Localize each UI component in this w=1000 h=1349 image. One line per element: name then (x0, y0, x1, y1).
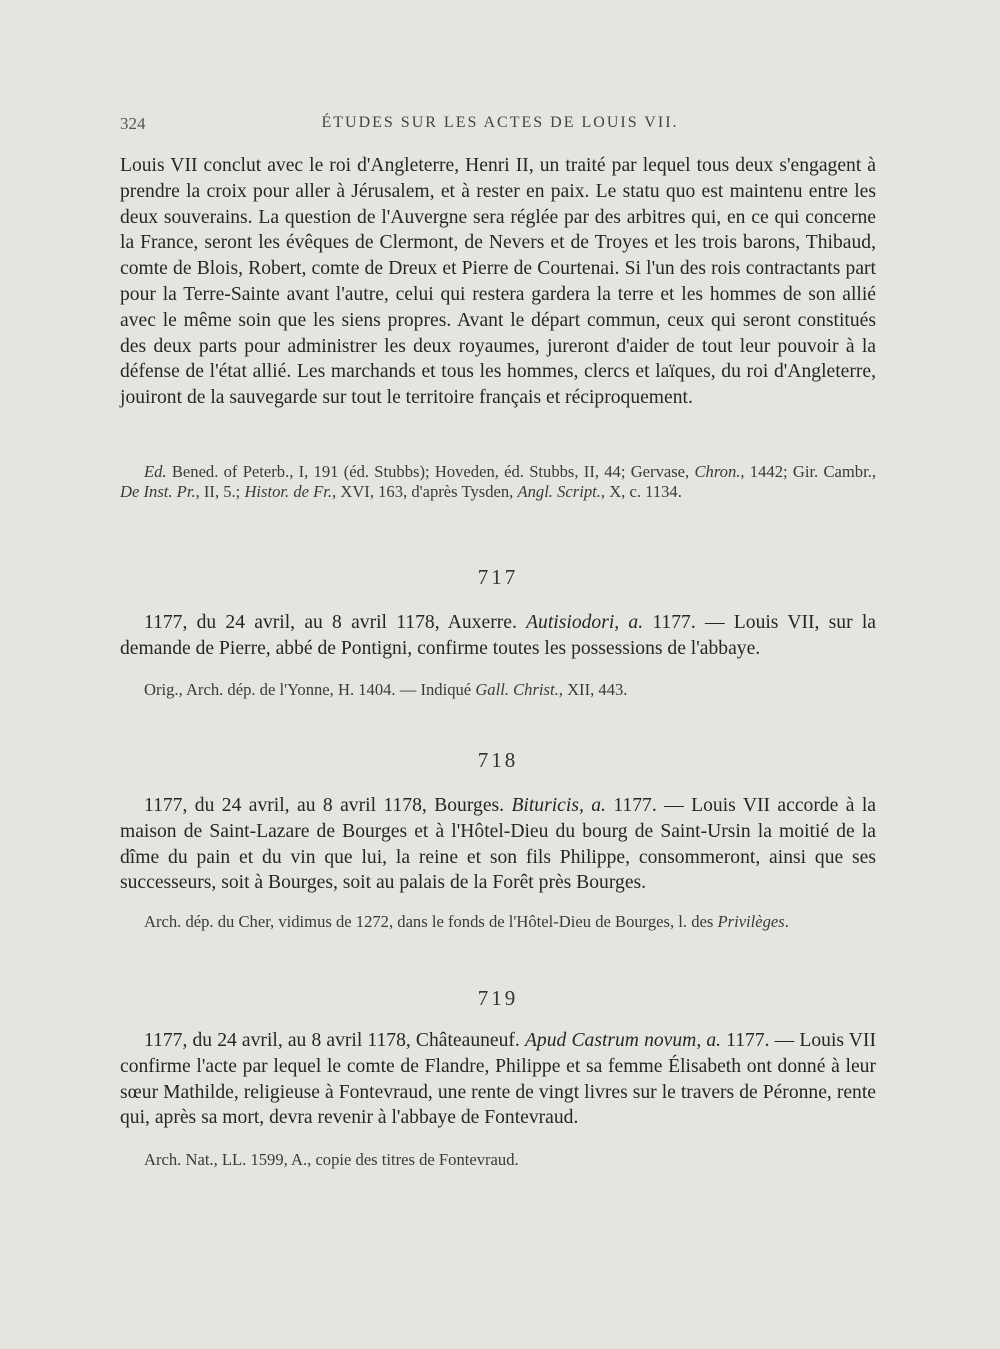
entry-number-719: 719 (477, 986, 519, 1010)
source-text: , II, 5.; (195, 482, 245, 501)
entry-text: 1177. — Louis VII confirme l'acte par lequel le comte de Flandre, Philippe et sa femme Élisabeth ont donné à leur sœur Mathilde, religieuse à Fontevraud, une rente de vingt livres sur le travers de Péronne, rente qui, après sa mort, devra revenir à l'abbaye de Fontevraud. (120, 1030, 876, 1129)
entry-717-source (120, 680, 876, 700)
continuation-sources (120, 462, 876, 502)
source-text: Arch. dép. du Cher, vidimus de 1272, dans le fonds de l'Hôtel-Dieu de Bourges, l. des (144, 912, 718, 931)
entry-place: Bituricis, a. (511, 795, 606, 816)
source-italic: Chron. (694, 462, 741, 481)
running-title: ÉTUDES SUR LES ACTES DE LOUIS VII. (321, 114, 679, 131)
entry-text: 1177, du 24 avril, au 8 avril 1178, Bourges. (144, 795, 512, 816)
entry-719-text (120, 1028, 876, 1131)
source-italic: Gall. Christ. (475, 680, 559, 699)
source-text: , XII, 443. (558, 680, 628, 699)
source-italic: De Inst. Pr. (120, 482, 196, 501)
entry-number-718: 718 (477, 748, 519, 772)
entry-place: Apud Castrum novum, a. (524, 1030, 722, 1051)
source-text: , 1442; Gir. Cambr., (740, 462, 876, 481)
page-header (120, 114, 880, 142)
entry-text: 1177. — Louis VII, sur la demande de Pierre, abbé de Pontigni, confirme toutes les possessions de l'abbaye. (120, 612, 876, 659)
source-text: , X, c. 1134. (600, 482, 682, 501)
entry-718-source (120, 912, 876, 932)
source-text: Bened. of Peterb., I, 191 (éd. Stubbs); Hoveden, éd. Stubbs, II, 44; Gervase, (166, 462, 695, 481)
entry-text: 1177. — Louis VII accorde à la maison de Saint-Lazare de Bourges et à l'Hôtel-Dieu du bourg de Saint-Ursin la moitié de la dîme du pain et du vin que lui, la reine et son fils Philippe, consommeront, ainsi que ses successeurs, soit à Bourges, soit au palais de la Forêt près Bourges. (120, 795, 876, 894)
entry-text: 1177, du 24 avril, au 8 avril 1178, Auxerre. (144, 612, 527, 633)
source-text: Arch. Nat., LL. 1599, A., copie des titres de Fontevraud. (144, 1150, 519, 1169)
source-text: . (784, 912, 789, 931)
entry-719-source (120, 1150, 876, 1170)
entry-text: 1177, du 24 avril, au 8 avril 1178, Châteauneuf. (144, 1030, 525, 1051)
continuation-paragraph: Louis VII conclut avec le roi d'Angleterre, Henri II, un traité par lequel tous deux s'engagent à prendre la croix pour aller à Jérusalem, et à rester en paix. Le statu quo est maintenu entre les deux souverains. La question de l'Auvergne sera réglée par des arbitres qui, en ce qui concerne la France, seront les évêques de Clermont, de Nevers et de Troyes et les trois barons, Thibaud, comte de Blois, Robert, comte de Dreux et Pierre de Courtenai. Si l'un des rois contractants part pour la Terre-Sainte avant l'autre, celui qui restera gardera la terre et les hommes de son allié avec le même soin que les siens propres. Avant le départ commun, ceux qui seront constitués des deux parts pour administrer les deux royaumes, jureront d'aider de tout leur pouvoir à la défense de l'état allié. Les marchands et tous les hommes, clercs et laïques, du roi d'Angleterre, jouiront de la sauvegarde sur tout le territoire français et réciproquement. (120, 155, 876, 409)
source-italic: Angl. Script. (517, 482, 601, 501)
entry-718-text (120, 793, 876, 896)
source-italic: Privilèges (717, 912, 785, 931)
source-text: Orig., Arch. dép. de l'Yonne, H. 1404. — Indiqué (144, 680, 476, 699)
entry-place: Autisiodori, a. (526, 612, 644, 633)
page-number: 324 (120, 114, 146, 133)
source-text: , XVI, 163, d'après Tysden, (332, 482, 518, 501)
entry-number-717: 717 (477, 565, 519, 589)
entry-717-text (120, 610, 876, 662)
source-italic: Histor. de Fr. (244, 482, 333, 501)
source-italic: Ed. (144, 462, 167, 481)
